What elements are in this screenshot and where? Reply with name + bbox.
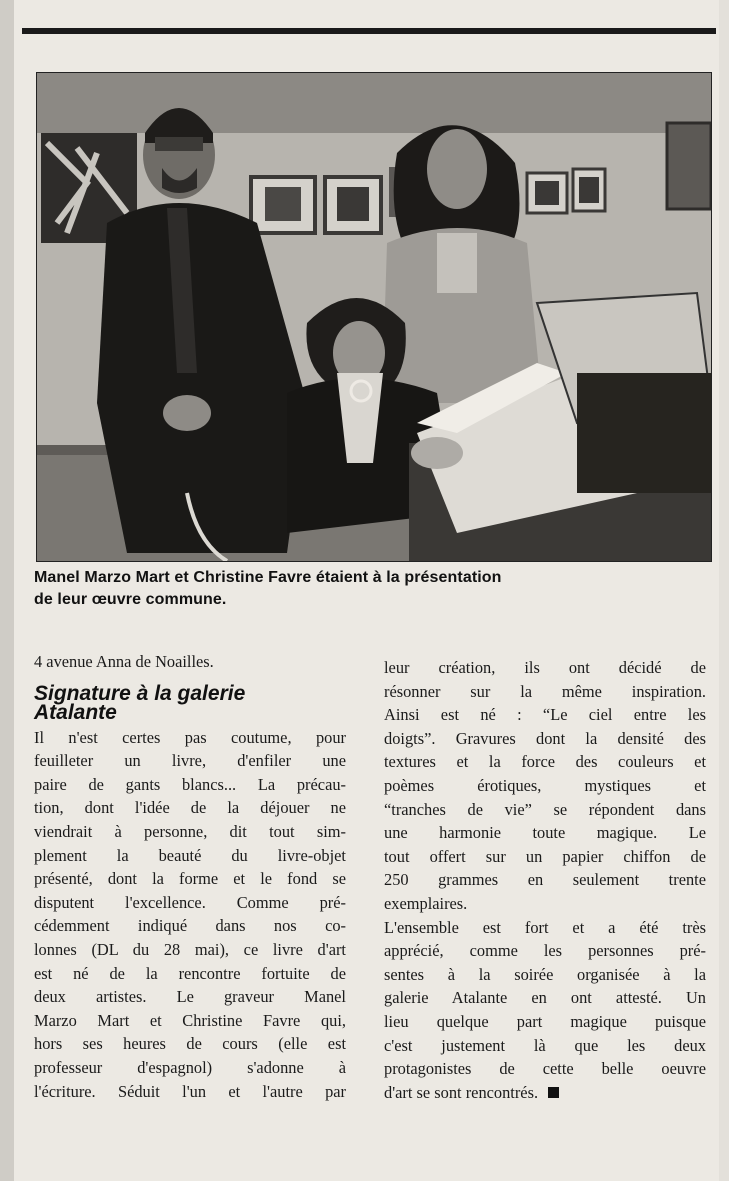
last-line-text: d'art se sont rencontrés. — [384, 1082, 539, 1102]
text-line: résonner sur la même inspiration. — [384, 681, 706, 701]
text-line: poèmes érotiques, mystiques et — [384, 775, 706, 795]
text-line: apprécié, comme les personnes pré- — [384, 941, 706, 961]
text-line: cédemment indiqué dans nos co- — [34, 916, 346, 936]
text-line: protagonistes de cette belle oeuvre — [384, 1059, 706, 1079]
text-line: lieu quelque part magique puisque — [384, 1011, 706, 1031]
caption-line: Manel Marzo Mart et Christine Favre étaient à la présentation — [34, 569, 502, 586]
text-line — [384, 1081, 706, 1105]
text-line: viendrait à personne, dit tout sim- — [34, 821, 346, 841]
scan-edge — [0, 0, 14, 1181]
text-line: professeur d'espagnol) s'adonne à — [34, 1057, 346, 1077]
top-rule — [22, 28, 716, 34]
text-line: feuilleter un livre, d'enfiler une — [34, 751, 346, 771]
article-headline — [34, 681, 346, 724]
headline-line: Atalante — [34, 700, 117, 724]
article-photo — [36, 72, 712, 562]
caption-line: de leur œuvre commune. — [34, 591, 227, 608]
text-line: deux artistes. Le graveur Manel — [34, 987, 346, 1007]
article-column-right — [384, 656, 706, 1104]
text-line: galerie Atalante en ont attesté. Un — [384, 988, 706, 1008]
text-line: leur création, ils ont décidé de — [384, 658, 706, 677]
text-line: Marzo Mart et Christine Favre qui, — [34, 1010, 346, 1030]
article-column-left — [34, 650, 346, 1103]
text-line: doigts”. Gravures dont la densité des — [384, 728, 706, 748]
text-line: une harmonie toute magique. Le — [384, 823, 706, 843]
photo-illustration — [37, 73, 711, 561]
article-paragraph — [384, 916, 706, 1105]
text-line: c'est justement là que les deux — [384, 1035, 706, 1055]
text-line: tion, dont l'idée de la déjouer ne — [34, 798, 346, 818]
article-paragraph — [384, 656, 706, 916]
text-line: Il n'est certes pas coutume, pour — [34, 727, 346, 747]
text-line: plement la beauté du livre-objet — [34, 845, 346, 865]
photo-caption — [34, 567, 694, 611]
address-line: 4 avenue Anna de Noailles. — [34, 652, 214, 671]
end-of-article-mark — [548, 1087, 559, 1098]
text-line: présenté, dont la forme et le fond se — [34, 869, 346, 889]
text-line: L'ensemble est fort et a été très — [384, 917, 706, 937]
text-line: l'écriture. Séduit l'un et l'autre par — [34, 1081, 346, 1101]
text-line: Ainsi est né : “Le ciel entre les — [384, 705, 706, 725]
text-line: paire de gants blancs... La précau- — [34, 774, 346, 794]
text-line: textures et la force des couleurs et — [384, 752, 706, 772]
article-paragraph — [34, 726, 346, 1104]
text-line: sentes à la soirée organisée à la — [384, 964, 706, 984]
text-line: “tranches de vie” se répondent dans — [384, 799, 706, 819]
text-line: exemplaires. — [384, 893, 468, 913]
text-line: lonnes (DL du 28 mai), ce livre d'art — [34, 939, 346, 959]
text-line: tout offert sur un papier chiffon de — [384, 846, 706, 866]
text-line: est né de la rencontre fortuite de — [34, 963, 346, 983]
text-line: disputent l'excellence. Comme pré- — [34, 892, 346, 912]
text-line: 250 grammes en seulement trente — [384, 870, 706, 890]
text-line: hors ses heures de cours (elle est — [34, 1034, 346, 1054]
headline-line: Signature à la galerie — [34, 681, 246, 705]
